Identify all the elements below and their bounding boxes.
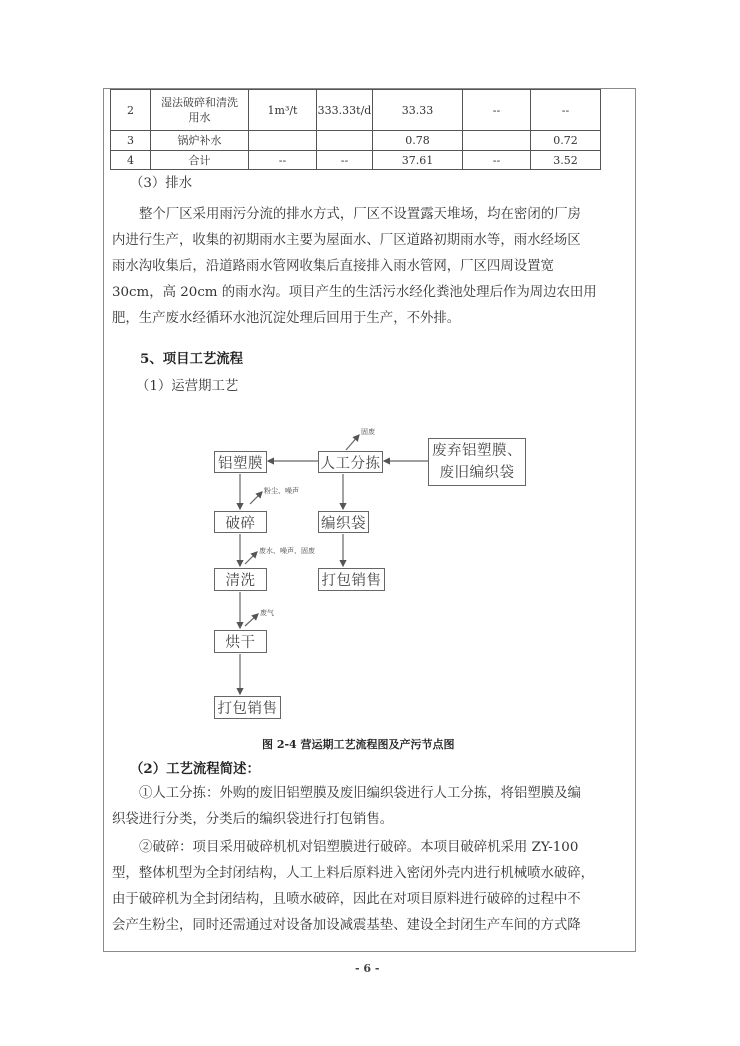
cell-water-use: 37.61 [373,151,463,170]
flow-node-input [428,438,526,486]
cell-item-line1: 湿法破碎和清洗 [161,96,238,109]
cell-no: 3 [111,131,151,151]
section-heading: 5、项目工艺流程 [140,351,244,367]
process-paragraph-2 [112,835,630,939]
cell-scale: 333.33t/d [317,90,373,131]
cell-quota: 1m³/t [249,90,317,131]
flow-node-input-line2: 废旧编织袋 [439,465,515,481]
cell-col7: -- [531,90,601,131]
figure-caption: 图 2-4 营运期工艺流程图及产污节点图 [262,738,455,751]
flow-node-pack-right: 打包销售 [318,568,385,591]
cell-water-use: 33.33 [373,90,463,131]
emission-arrow-sorting [346,435,359,450]
drainage-heading: （3）排水 [130,176,193,191]
cell-col6: -- [463,151,531,170]
process-paragraph-1 [112,781,630,833]
cell-no: 4 [111,151,151,170]
cell-col7: 0.72 [531,131,601,151]
cell-item: 锅炉补水 [151,131,249,151]
flow-node-crushing: 破碎 [214,511,267,533]
paragraph-line: 雨水沟收集后，沿道路雨水管网收集后直接排入雨水管网，厂区四周设置宽 [112,259,554,274]
emission-label-washing: 废水、噪声、固废 [259,547,315,555]
emission-arrow-drying [245,614,258,626]
paragraph-line: 由于破碎机为全封闭结构，且喷水破碎，因此在对项目原料进行破碎的过程中不 [112,892,581,907]
cell-item: 合计 [151,151,249,170]
flow-node-pack-left: 打包销售 [214,696,281,719]
paragraph-line: 肥，生产废水经循环水池沉淀处理后回用于生产，不外排。 [112,311,461,326]
paragraph-line: 型，整体机型为全封闭结构，人工上料后原料进入密闭外壳内进行机械喷水破碎， [112,866,595,881]
paragraph-line: 织袋进行分类，分类后的编织袋进行打包销售。 [112,812,394,827]
cell-no: 2 [111,90,151,131]
flow-node-washing: 清洗 [214,568,267,591]
emission-arrow-washing [245,552,257,564]
paragraph-line: 整个厂区采用雨污分流的排水方式，厂区不设置露天堆场，均在密闭的厂房 [139,207,581,222]
process-heading: （2）工艺流程简述： [130,761,260,777]
cell-item-line2: 用水 [188,111,211,124]
paragraph-line: ①人工分拣：外购的废旧铝塑膜及废旧编织袋进行人工分拣，将铝塑膜及编 [139,786,581,801]
paragraph-line: 30cm，高 20cm 的雨水沟。项目产生的生活污水经化粪池处理后作为周边农田用 [112,285,597,300]
cell-water-use: 0.78 [373,131,463,151]
flow-node-drying: 烘干 [214,630,267,653]
emission-label-drying: 废气 [260,609,274,617]
cell-quota: -- [249,151,317,170]
cell-col7: 3.52 [531,151,601,170]
paragraph-line: 会产生粉尘，同时还需通过对设备加设减震基垫、建设全封闭生产车间的方式降 [112,918,581,933]
flow-node-input-line1: 废弃铝塑膜、 [432,443,522,459]
paragraph-line: ②破碎：项目采用破碎机机对铝塑膜进行破碎。本项目破碎机采用 ZY-100 [139,840,579,855]
subsection-heading: （1）运营期工艺 [136,379,239,394]
flow-node-sorting: 人工分拣 [318,451,383,473]
emission-arrow-crushing [250,492,262,504]
flow-node-film: 铝塑膜 [214,451,267,473]
emission-label-crushing: 粉尘、噪声 [264,487,299,495]
cell-col6: -- [463,90,531,131]
flow-node-bag: 编织袋 [318,511,369,533]
paragraph-line: 内进行生产，收集的初期雨水主要为屋面水、厂区道路初期雨水等，雨水经场区 [112,233,581,248]
page-number: - 6 - [355,962,380,975]
cell-scale: -- [317,151,373,170]
emission-label-sorting: 固废 [361,428,375,436]
